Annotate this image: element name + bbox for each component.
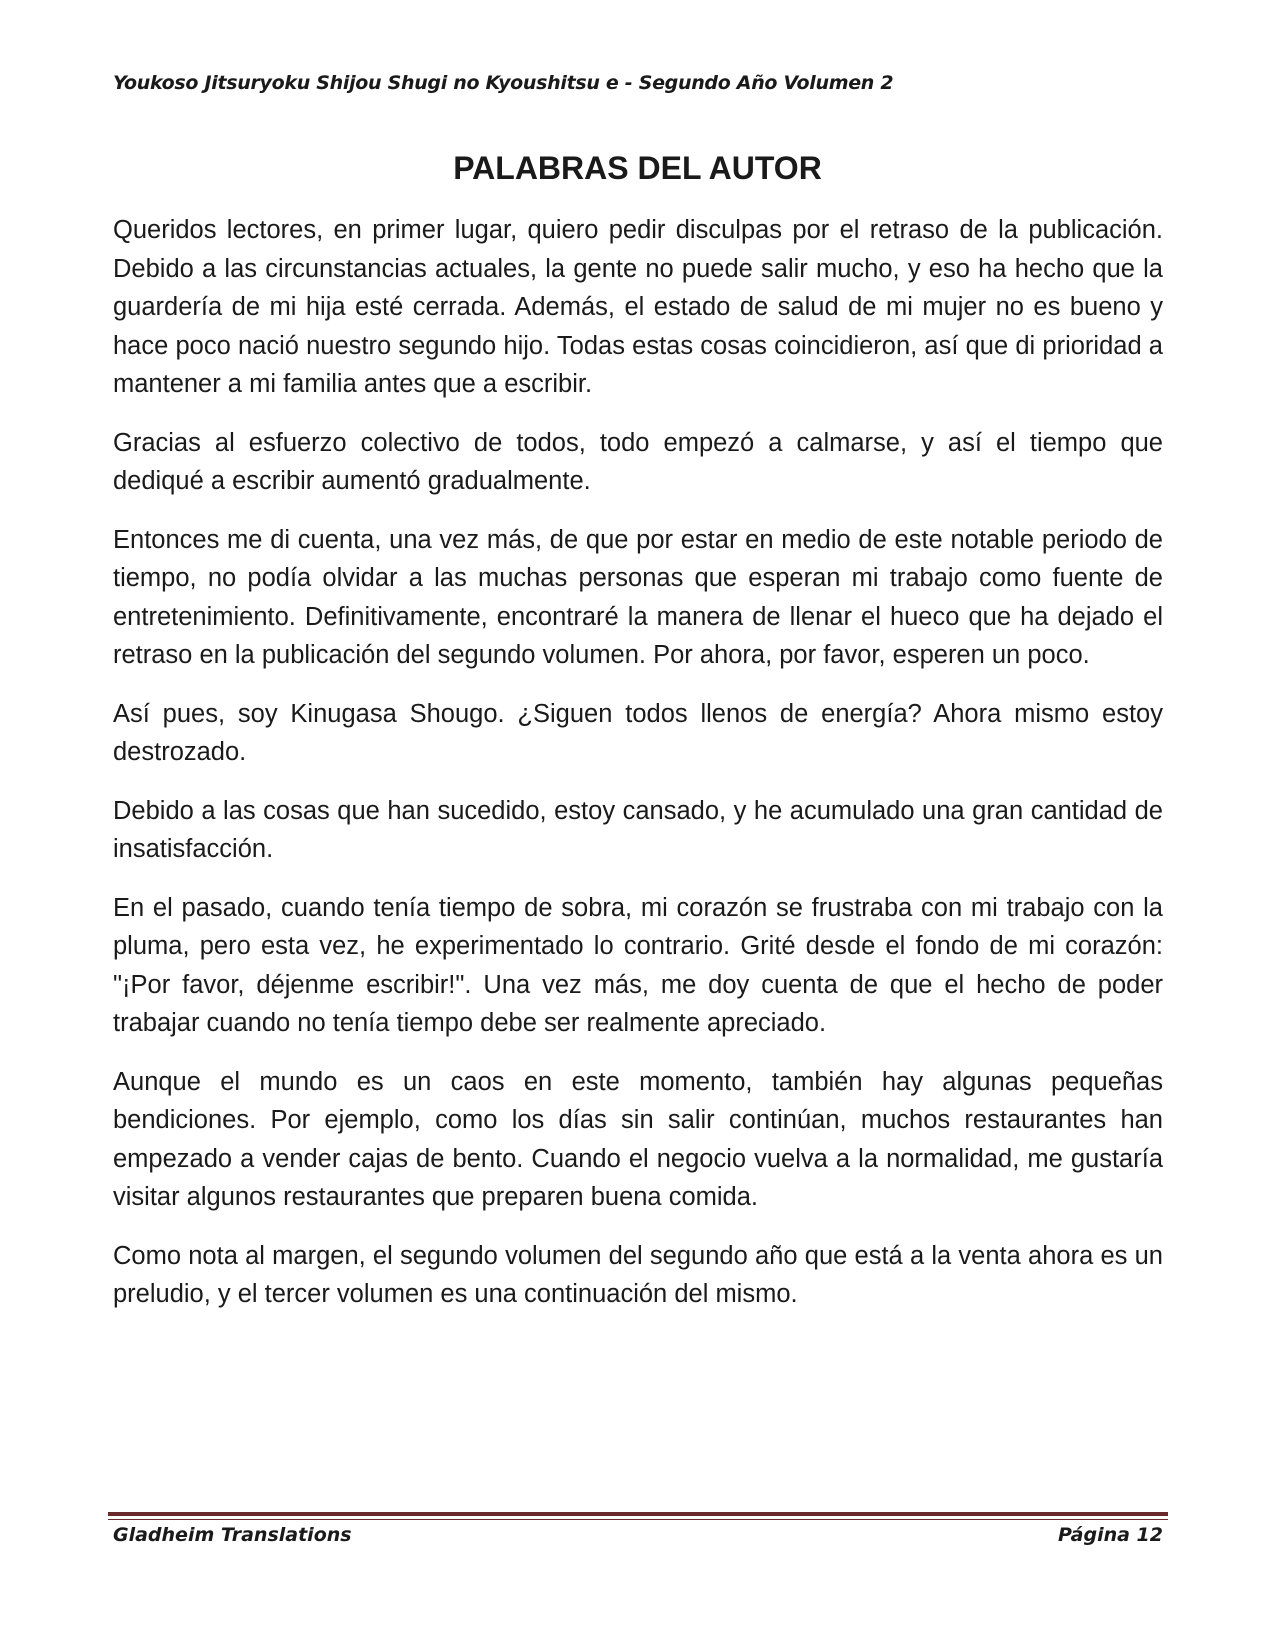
paragraph-6: En el pasado, cuando tenía tiempo de sobra, mi corazón se frustraba con mi trabajo con la pluma, pero esta vez, he experimentado lo contrario. Grité desde el fondo de mi corazón: "¡Por favor, déjenme escribir!". Una vez más, me doy cuenta de que el hecho de poder trabajar cuando no tenía tiempo debe ser realmente apreciado. <box>113 893 1163 1037</box>
footer-divider-thin <box>108 1519 1168 1520</box>
paragraph-2: Gracias al esfuerzo colectivo de todos, todo empezó a calmarse, y así el tiempo que dediqué a escribir aumentó gradualmente. <box>113 428 1163 495</box>
body-text <box>113 211 1163 1314</box>
paragraph-1: Queridos lectores, en primer lugar, quiero pedir disculpas por el retraso de la publicación. Debido a las circunstancias actuales, la gente no puede salir mucho, y eso ha hecho que la guardería de mi hija esté cerrada. Además, el estado de salud de mi mujer no es bueno y hace poco nació nuestro segundo hijo. Todas estas cosas coincidieron, así que di prioridad a mantener a mi familia antes que a escribir. <box>113 216 1163 398</box>
paragraph-3: Entonces me di cuenta, una vez más, de que por estar en medio de este notable periodo de tiempo, no podía olvidar a las muchas personas que esperan mi trabajo como fuente de entretenimiento. Definitivamente, encontraré la manera de llenar el hueco que ha dejado el retraso en la publicación del segundo volumen. Por ahora, por favor, esperen un poco. <box>113 525 1163 669</box>
page-title: PALABRAS DEL AUTOR <box>453 150 822 186</box>
footer-translator: Gladheim Translations <box>113 1524 352 1546</box>
paragraph-7: Aunque el mundo es un caos en este momento, también hay algunas pequeñas bendiciones. Por ejemplo, como los días sin salir continúan, muchos restaurantes han empezado a vender cajas de bento. Cuando el negocio vuelva a la normalidad, me gustaría visitar algunos restaurantes que preparen buena comida. <box>113 1067 1163 1211</box>
paragraph-8: Como nota al margen, el segundo volumen del segundo año que está a la venta ahora es un preludio, y el tercer volumen es una continuación del mismo. <box>113 1241 1163 1308</box>
running-header: Youkoso Jitsuryoku Shijou Shugi no Kyoushitsu e - Segundo Año Volumen 2 <box>113 72 894 94</box>
page-number: Página 12 <box>1057 1524 1163 1546</box>
footer-divider <box>108 1512 1168 1516</box>
paragraph-5: Debido a las cosas que han sucedido, estoy cansado, y he acumulado una gran cantidad de insatisfacción. <box>113 796 1163 863</box>
paragraph-4: Así pues, soy Kinugasa Shougo. ¿Siguen todos llenos de energía? Ahora mismo estoy destrozado. <box>113 699 1163 766</box>
